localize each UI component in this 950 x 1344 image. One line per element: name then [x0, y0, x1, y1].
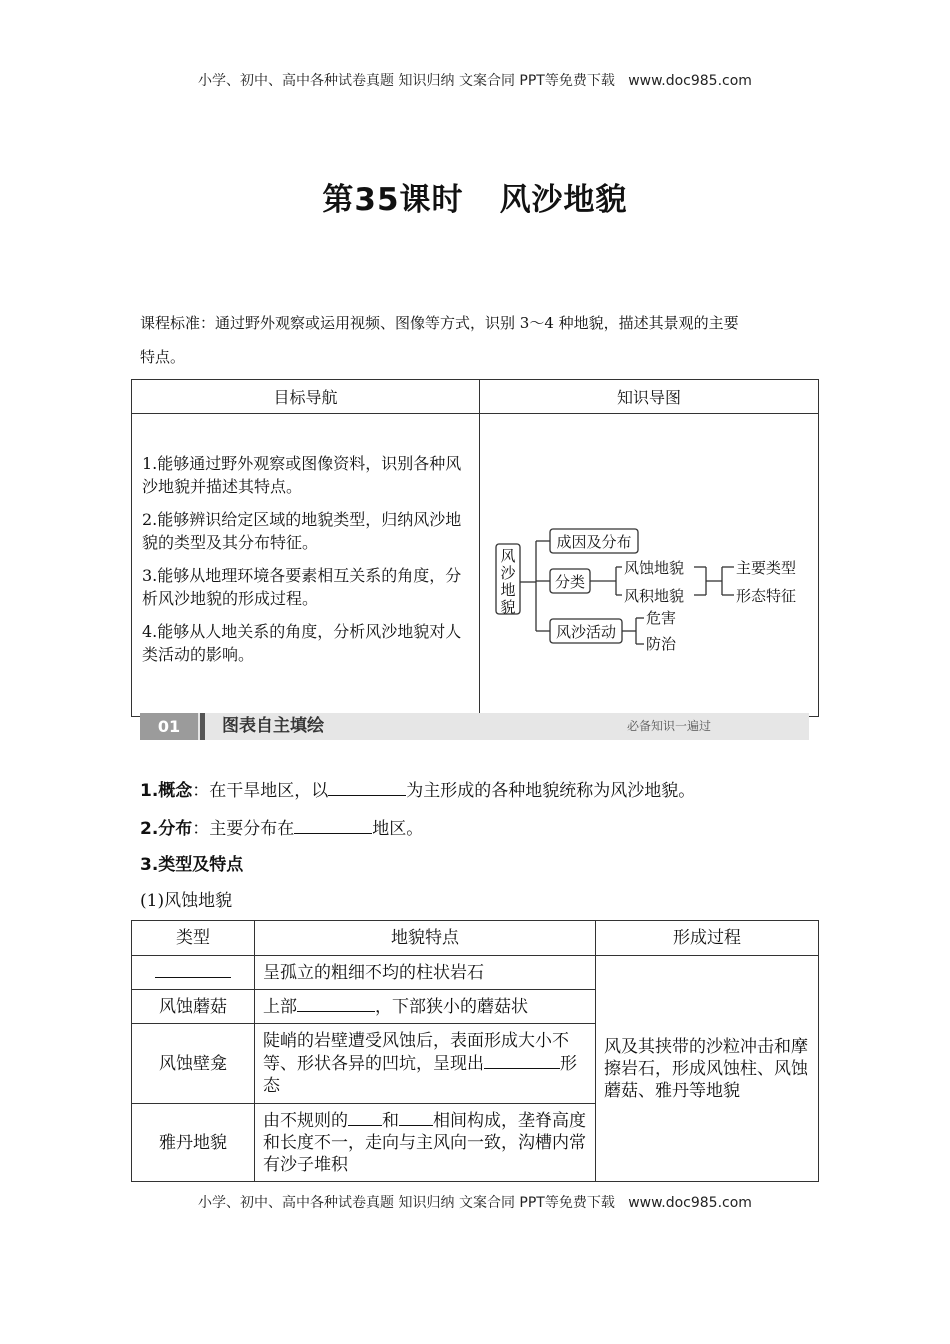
mindmap-leaf-types: 主要类型	[736, 559, 797, 577]
goal-item: 4.能够从人地关系的角度，分析风沙地貌对人类活动的影响。	[142, 622, 462, 664]
goals-table	[131, 379, 819, 717]
type-cell: 雅丹地貌	[132, 1104, 255, 1182]
feature-post: 形态	[263, 1054, 577, 1096]
goal-item: 1.能够通过野外观察或图像资料，识别各种风沙地貌并描述其特点。	[142, 454, 462, 496]
mindmap-leaf-prevent: 防治	[646, 635, 677, 653]
section-banner	[140, 713, 809, 740]
concept-post: 为主形成的各种地貌统称为风沙地貌。	[406, 781, 696, 801]
mindmap-root-char: 地	[500, 581, 516, 599]
standard-line-2: 特点。	[140, 348, 186, 366]
mindmap-cell	[480, 414, 819, 717]
fill-blank[interactable]	[294, 817, 372, 834]
section-note: 必备知识一遍过	[626, 719, 711, 733]
distribution-label: 2.分布	[140, 819, 193, 839]
distribution-pre: 主要分布在	[209, 819, 295, 839]
feature-cell	[255, 1104, 596, 1182]
mindmap-leaf-harm: 危害	[646, 609, 677, 627]
section-number: 01	[140, 713, 198, 740]
mindmap-branch-cause: 成因及分布	[556, 533, 632, 551]
curriculum-standard	[140, 306, 820, 374]
section-title: 图表自主填绘	[222, 716, 324, 736]
goals-header: 目标导航	[132, 380, 480, 414]
page-header	[0, 70, 950, 90]
mindmap-sub-erosion: 风蚀地貌	[624, 559, 685, 577]
erosion-landform-table	[131, 920, 819, 1182]
feature-pre: 由不规则的	[263, 1111, 348, 1131]
footer-url[interactable]: www.doc985.com	[628, 1195, 752, 1211]
type-cell: 风蚀壁龛	[132, 1024, 255, 1104]
distribution-line	[140, 814, 423, 839]
types-heading	[140, 850, 243, 875]
distribution-colon: ：	[192, 819, 210, 839]
mindmap-branch-activity: 风沙活动	[555, 623, 617, 641]
concept-pre: 在干旱地区，以	[209, 781, 329, 801]
mindmap-branch-class: 分类	[554, 573, 586, 591]
fill-blank[interactable]	[399, 1109, 433, 1126]
header-url[interactable]: www.doc985.com	[628, 73, 752, 89]
table-row	[132, 956, 819, 990]
goal-item: 3.能够从地理环境各要素相互关系的角度，分析风沙地貌的形成过程。	[142, 566, 462, 608]
feature-post: 相间构成，垄脊高度和长度不一，走向与主风向一致，沟槽内常有沙子堆积	[263, 1111, 586, 1175]
mindmap-root-char: 沙	[500, 564, 516, 582]
fill-blank[interactable]	[348, 1109, 382, 1126]
col-header-process: 形成过程	[596, 921, 819, 956]
concept-line	[140, 776, 695, 801]
goal-item: 2.能够辨识给定区域的地貌类型，归纳风沙地貌的类型及其分布特征。	[142, 510, 462, 552]
page-footer	[0, 1192, 950, 1212]
footer-text: 小学、初中、高中各种试卷真题 知识归纳 文案合同 PPT等免费下载	[198, 1195, 615, 1211]
page-title	[0, 174, 950, 219]
fill-blank[interactable]	[155, 961, 231, 978]
feature-pre: 陡峭的岩壁遭受风蚀后，表面形成大小不等、形状各异的凹坑，呈现出	[263, 1031, 569, 1074]
col-header-type: 类型	[132, 921, 255, 956]
erosion-subheading: (1)风蚀地貌	[140, 891, 233, 911]
mindmap-root-char: 貌	[500, 598, 516, 616]
col-header-feature: 地貌特点	[255, 921, 596, 956]
title-lesson: 第35课时	[322, 182, 464, 218]
title-topic: 风沙地貌	[499, 182, 628, 218]
distribution-post: 地区。	[372, 819, 424, 839]
type-cell: 风蚀蘑菇	[132, 990, 255, 1024]
feature-cell	[255, 1024, 596, 1104]
fill-blank[interactable]	[297, 995, 375, 1012]
feature-cell	[255, 990, 596, 1024]
concept-label: 1.概念	[140, 781, 193, 801]
feature-cell: 呈孤立的粗细不均的柱状岩石	[255, 956, 596, 990]
mindmap-header: 知识导图	[480, 380, 819, 414]
feature-pre: 上部	[263, 997, 297, 1017]
concept-colon: ：	[192, 781, 210, 801]
feature-mid: 和	[382, 1111, 399, 1131]
section-divider	[200, 713, 205, 740]
type-cell	[132, 956, 255, 990]
fill-blank[interactable]	[484, 1052, 560, 1069]
header-text: 小学、初中、高中各种试卷真题 知识归纳 文案合同 PPT等免费下载	[198, 73, 615, 89]
standard-line-1: 课程标准：通过野外观察或运用视频、图像等方式，识别 3～4 种地貌，描述其景观的主要	[140, 314, 739, 332]
knowledge-mindmap	[480, 414, 818, 712]
types-heading-text: 3.类型及特点	[140, 855, 244, 875]
goals-cell	[132, 414, 480, 717]
fill-blank[interactable]	[328, 779, 406, 796]
mindmap-sub-deposition: 风积地貌	[624, 587, 685, 605]
feature-post: ，下部狭小的蘑菇状	[375, 997, 528, 1017]
mindmap-root-char: 风	[500, 547, 516, 565]
mindmap-leaf-shapes: 形态特征	[736, 587, 797, 605]
process-cell: 风及其挟带的沙粒冲击和摩擦岩石，形成风蚀柱、风蚀蘑菇、雅丹等地貌	[596, 956, 819, 1182]
